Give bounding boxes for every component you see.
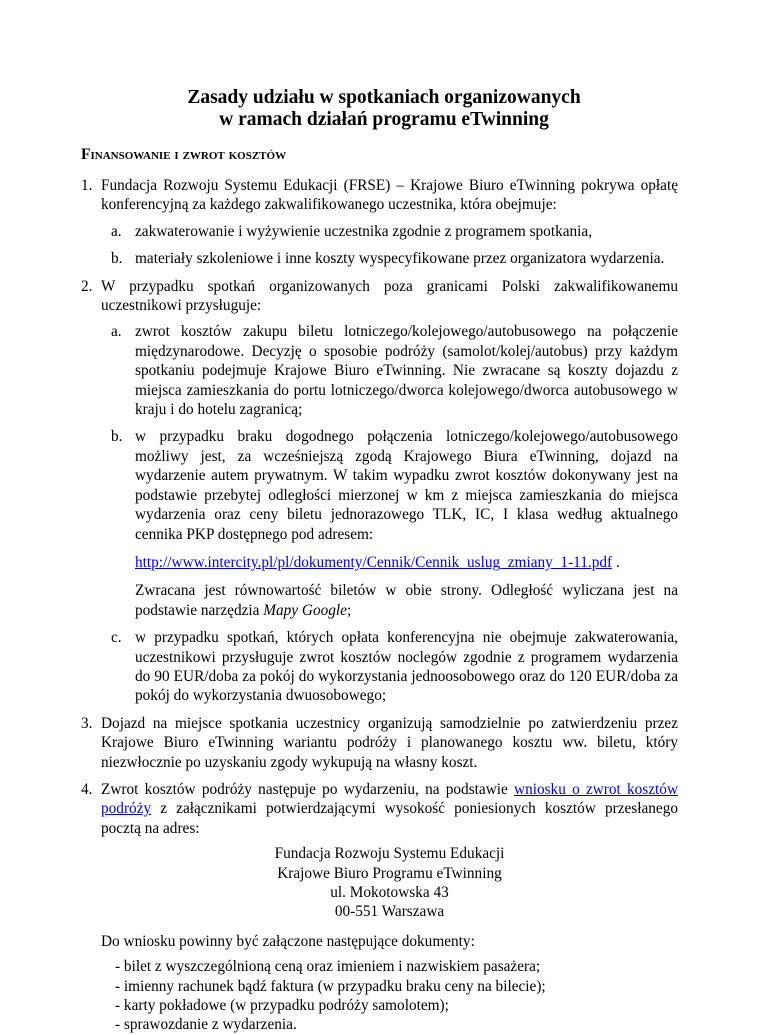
list-item-4	[0, 780, 768, 1035]
item-text: W przypadku spotkań organizowanych poza granicami Polski zakwalifikowanemu uczestnikowi przysługuje:	[101, 277, 678, 315]
required-documents-list	[115, 957, 678, 1035]
list-item-1	[0, 176, 768, 269]
sub-item-text: zakwaterowanie i wyżywienie uczestnika zgodnie z programem spotkania,	[135, 222, 593, 240]
item-number: 2.	[81, 277, 93, 295]
note-paragraph	[135, 581, 678, 620]
sub-item-letter: a.	[111, 323, 122, 341]
sub-item	[101, 322, 678, 419]
sublist	[101, 222, 678, 269]
sub-item	[101, 628, 678, 706]
document-item: - imienny rachunek bądź faktura (w przypadku braku ceny na bilecie);	[115, 977, 546, 995]
note-end: ;	[346, 601, 352, 619]
page-title	[0, 87, 768, 131]
address-line: 00-551 Warszawa	[334, 903, 445, 921]
sub-item-text: w przypadku braku dogodnego połączenia lotniczego/kolejowego/autobusowego możliwy jest, za wcześniejszą zgodą Krajowego Biura eTwinning, dojazd na wydarzenie autem prywatnym. W takim wypadku zwrot kosztów dokonywany jest na podstawie przebytej odległości mierzonej w km z miejsca zamieszkania do miejsca wydarzenia oraz ceny biletu jednorazowego TLK, IC, I klasa według aktualnego cennika PKP dostępnego pod adresem:	[135, 428, 678, 543]
address-line: Fundacja Rozwoju Systemu Edukacji	[274, 845, 505, 863]
item-number: 3.	[81, 714, 93, 732]
note-text: Zwracana jest równowartość biletów w obie strony. Odległość wyliczana jest na podstawie narzędzia	[135, 582, 678, 619]
list-item-3	[0, 714, 768, 772]
rules-list	[0, 176, 768, 1035]
title-line-2: w ramach działań programu eTwinning	[219, 109, 549, 130]
pkp-link-paragraph	[135, 553, 678, 572]
item-text: Dojazd na miejsce spotkania uczestnicy organizują samodzielnie po zatwierdzeniu przez Krajowe Biuro eTwinning wariantu podróży i planowanego kosztu ww. biletu, który niezwłocznie po uzyskaniu zgody wykupują na własny koszt.	[101, 714, 678, 771]
sub-item	[101, 222, 678, 241]
sub-item-letter: b.	[111, 428, 123, 446]
address-line: ul. Mokotowska 43	[330, 884, 449, 901]
pkp-price-list-link[interactable]: http://www.intercity.pl/pl/dokumenty/Cennik/Cennik_uslug_zmiany_1-11.pdf	[135, 553, 613, 571]
document-item: - bilet z wyszczególnioną ceną oraz imieniem i nazwiskiem pasażera;	[115, 958, 541, 976]
sub-item-letter: b.	[111, 250, 123, 268]
item-text	[101, 780, 678, 838]
docs-intro: Do wniosku powinny być załączone następujące dokumenty:	[101, 932, 475, 950]
section-heading: Finansowanie i zwrot kosztów	[81, 146, 287, 163]
sub-item-text: materiały szkoleniowe i inne koszty wyspecyfikowane przez organizatora wydarzenia.	[135, 250, 665, 268]
address-line: Krajowe Biuro Programu eTwinning	[277, 864, 502, 882]
note-emphasis: Mapy Google	[263, 601, 347, 619]
item-text: Fundacja Rozwoju Systemu Edukacji (FRSE) – Krajowe Biuro eTwinning pokrywa opłatę konferencyjną za każdego zakwalifikowanego uczestnika, która obejmuje:	[101, 177, 678, 214]
item-number: 4.	[81, 780, 93, 798]
sub-item-letter: c.	[111, 629, 122, 647]
item-text-start: Zwrot kosztów podróży następuje po wydarzeniu, na podstawie	[101, 780, 515, 798]
postal-address	[101, 844, 678, 922]
sub-item-text: w przypadku spotkań, których opłata konferencyjna nie obejmuje zakwaterowania, uczestnikowi przysługuje zwrot kosztów noclegów zgodnie z programem wydarzenia do 90 EUR/doba za pokój do wykorzystania jednoosobowego oraz do 120 EUR/doba za pokój do wykorzystania dwuosobowego;	[135, 629, 678, 705]
sub-item-text: zwrot kosztów zakupu biletu lotniczego/kolejowego/autobusowego na połączenie międzynarodowe. Decyzję o sposobie podróży (samolot/kolej/autobus) przy każdym spotkaniu podejmuje Krajowe Biuro eTwinning. Nie zwracane są koszty dojazdu z miejsca zamieszkania do portu lotniczego/dworca kolejowego/dworca autobusowego w kraju i do hotelu zagranicą;	[135, 323, 678, 419]
list-item-2	[0, 277, 768, 706]
sublist	[101, 322, 678, 705]
link-suffix: .	[612, 553, 620, 571]
item-number: 1.	[81, 177, 93, 194]
item-text-end: z załącznikami potwierdzającymi wysokość poniesionych kosztów przesłanego pocztą na adres:	[101, 800, 678, 837]
title-line-1: Zasady udziału w spotkaniach organizowanych	[187, 87, 581, 108]
reimbursement-form-link[interactable]: wniosku o zwrot kosztów podróży	[101, 780, 678, 818]
document-item: - karty pokładowe (w przypadku podróży samolotem);	[115, 997, 449, 1015]
document-item: - sprawozdanie z wydarzenia.	[115, 1016, 297, 1034]
sub-item	[101, 249, 678, 268]
sub-item-letter: a.	[111, 222, 122, 240]
sub-item	[101, 427, 678, 620]
